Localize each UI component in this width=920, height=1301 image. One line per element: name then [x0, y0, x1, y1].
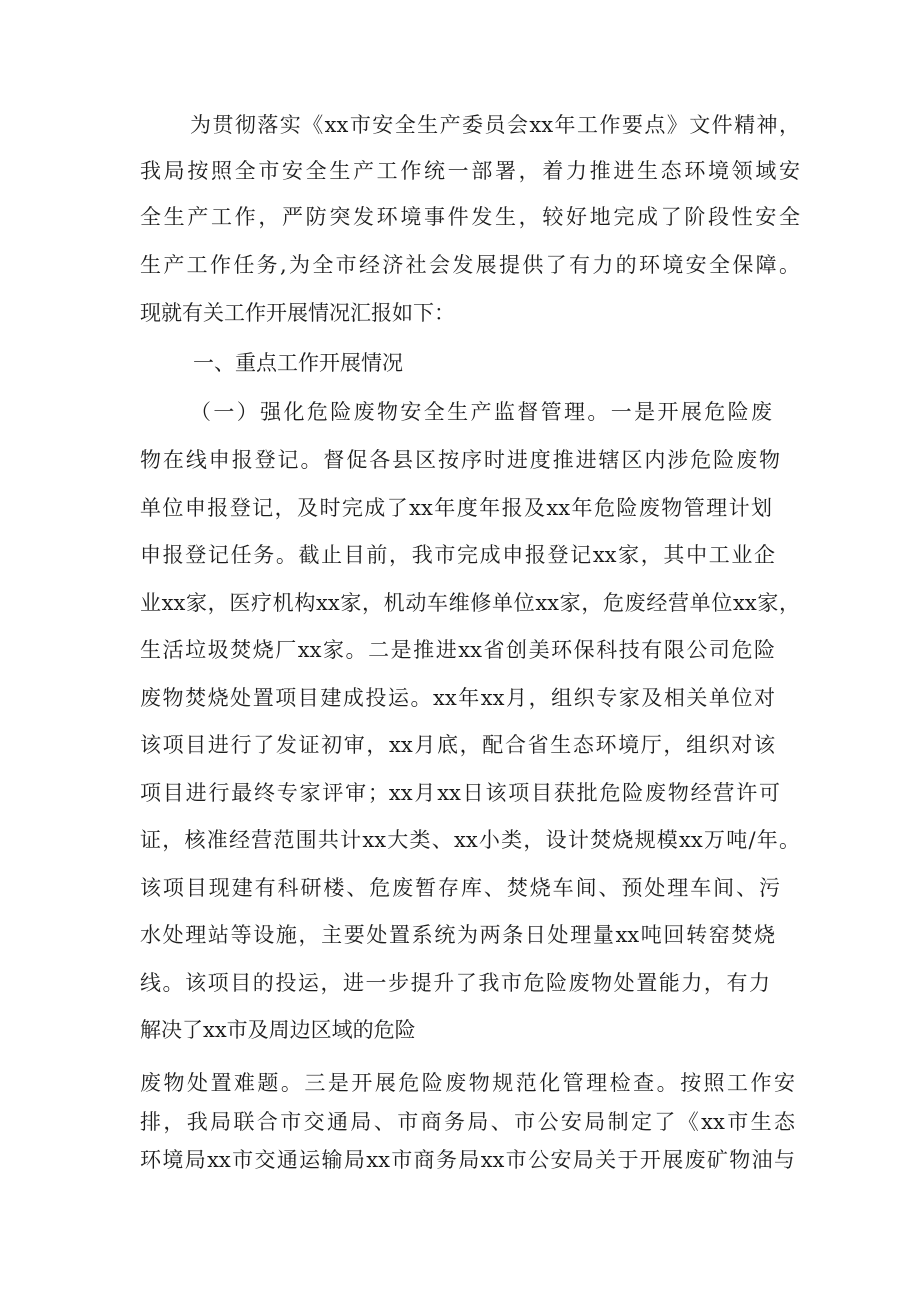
item-1-line-14: 解决了xx市及周边区域的危险: [140, 1018, 416, 1042]
item-1-line-8: 该项目进行了发证初审，xx月底，配合省生态环境厅，组织对该: [140, 733, 775, 757]
continuation-line-1: 废物处置难题。三是开展危险废物规范化管理检查。按照工作安: [140, 1071, 795, 1095]
section-heading: 一、重点工作开展情况: [193, 351, 403, 375]
item-1-line-4: 申报登记任务。截止目前，我市完成申报登记xx家，其中工业企: [140, 543, 775, 567]
item-1-line-7: 废物焚烧处置项目建成投运。xx年xx月，组织专家及相关单位对: [140, 686, 775, 710]
intro-line-5: 现就有关工作开展情况汇报如下：: [140, 301, 455, 325]
intro-line-4: 生产工作任务,为全市经济社会发展提供了有力的环境安全保障。: [140, 253, 800, 277]
continuation-line-2: 排，我局联合市交通局、市商务局、市公安局制定了《xx市生态: [140, 1110, 795, 1134]
item-1-line-3: 单位申报登记，及时完成了xx年度年报及xx年危险废物管理计划: [140, 496, 772, 520]
intro-line-2: 我局按照全市安全生产工作统一部署，着力推进生态环境领域安: [140, 159, 800, 183]
intro-line-1: 为贯彻落实《xx市安全生产委员会xx年工作要点》文件精神，: [190, 113, 800, 137]
item-1-line-13: 线。该项目的投运，进一步提升了我市危险废物处置能力，有力: [140, 971, 770, 995]
item-1-line-2: 物在线申报登记。督促各县区按序时进度推进辖区内涉危险废物: [140, 448, 780, 472]
item-1-line-11: 该项目现建有科研楼、危废暂存库、焚烧车间、预处理车间、污: [140, 876, 780, 900]
item-1-line-12: 水处理站等设施，主要处置系统为两条日处理量xx吨回转窑焚烧: [140, 923, 775, 947]
item-1-line-1: （一）强化危险废物安全生产监督管理。一是开展危险废: [190, 400, 772, 424]
item-1-line-5: 业xx家，医疗机构xx家，机动车维修单位xx家，危废经营单位xx家，: [140, 591, 800, 615]
item-1-line-6: 生活垃圾焚烧厂xx家。二是推进xx省创美环保科技有限公司危险: [140, 638, 775, 662]
item-1-line-9: 项目进行最终专家评审；xx月xx日该项目获批危险废物经营许可: [140, 781, 780, 805]
continuation-line-3: 环境局xx市交通运输局xx市商务局xx市公安局关于开展废矿物油与: [140, 1148, 795, 1172]
item-1-line-10: 证，核准经营范围共计xx大类、xx小类，设计焚烧规模xx万吨/年。: [140, 828, 800, 852]
intro-line-3: 全生产工作，严防突发环境事件发生，较好地完成了阶段性安全: [140, 205, 800, 229]
